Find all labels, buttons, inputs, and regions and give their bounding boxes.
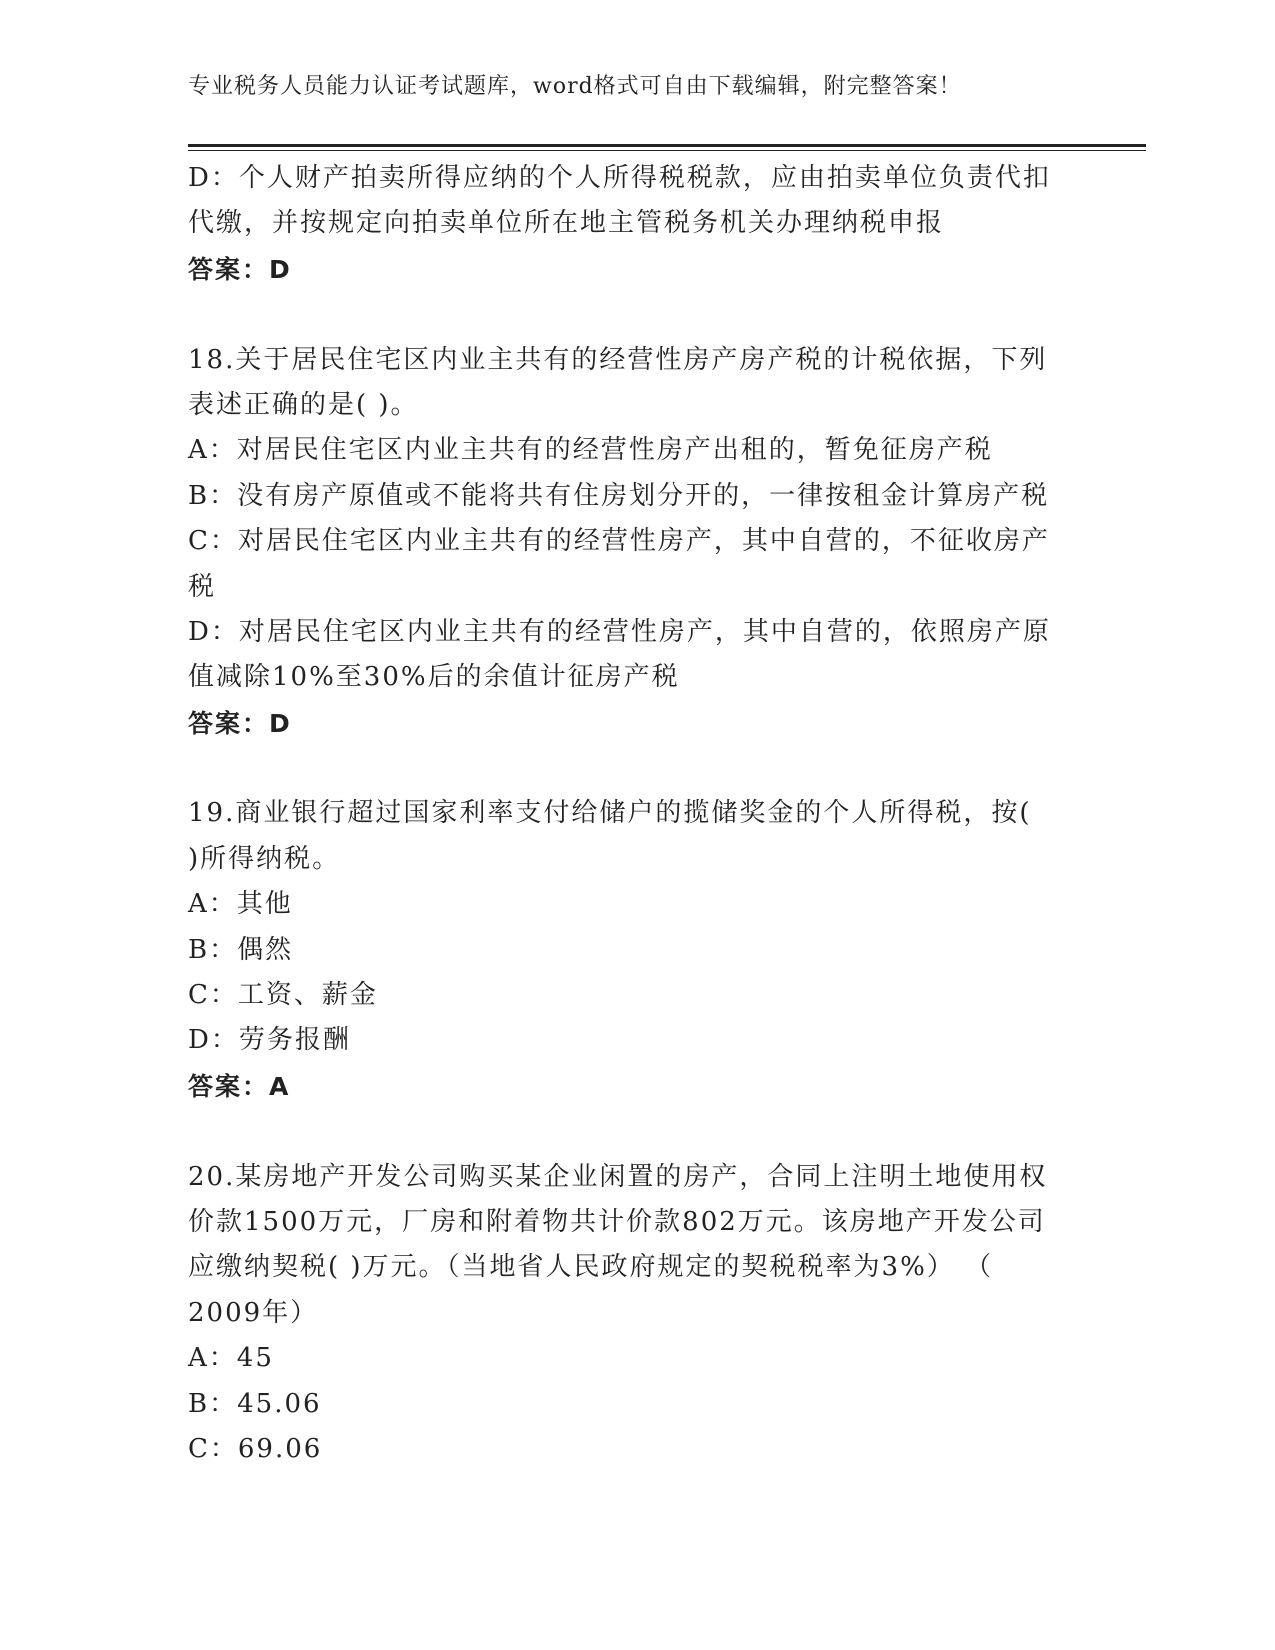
q18-option-c-line2: 税 — [188, 571, 217, 602]
q18-option-b: B：没有房产原值或不能将共有住房划分开的，一律按租金计算房产税 — [188, 480, 1050, 511]
q18-answer: 答案：D — [188, 708, 292, 738]
q19-stem-line2: )所得纳税。 — [188, 843, 341, 874]
spacer — [188, 292, 1068, 337]
spacer — [188, 1109, 1068, 1154]
q19-option-d: D：劳务报酬 — [188, 1025, 351, 1056]
q19-option-b: B：偶然 — [188, 934, 294, 965]
header-rule-thin — [188, 150, 1146, 151]
q17-answer: 答案：D — [188, 254, 292, 284]
q18-option-a: A：对居民住宅区内业主共有的经营性房产出租的，暂免征房产税 — [188, 435, 993, 466]
question-19 — [188, 791, 1068, 1109]
q19-stem-line1: 19.商业银行超过国家利率支付给储户的揽储奖金的个人所得税，按( — [188, 798, 1032, 829]
q17-option-d-line1: D：个人财产拍卖所得应纳的个人所得税税款，应由拍卖单位负责代扣 — [188, 163, 1051, 193]
q20-stem-line4: 2009年） — [188, 1297, 319, 1328]
q18-stem-line1: 18.关于居民住宅区内业主共有的经营性房产房产税的计税依据，下列 — [188, 344, 1048, 375]
q20-stem-line3: 应缴纳契税( )万元。（当地省人民政府规定的契税税率为3%） （ — [188, 1252, 994, 1283]
q19-answer: 答案：A — [188, 1071, 291, 1101]
q17-option-d-line2: 代缴，并按规定向拍卖单位所在地主管税务机关办理纳税申报 — [188, 208, 945, 239]
document-header: 专业税务人员能力认证考试题库，word格式可自由下载编辑，附完整答案！ — [188, 74, 962, 99]
q19-option-a: A：其他 — [188, 889, 293, 920]
spacer — [188, 746, 1068, 791]
question-18 — [188, 338, 1068, 747]
q20-option-b: B：45.06 — [188, 1388, 322, 1419]
document-body — [188, 156, 1068, 1472]
q19-option-c: C：工资、薪金 — [188, 980, 378, 1011]
q18-option-d-line2: 值减除10%至30%后的余值计征房产税 — [188, 662, 680, 693]
q18-option-c-line1: C：对居民住宅区内业主共有的经营性房产，其中自营的，不征收房产 — [188, 526, 1050, 557]
header-rule-thick — [188, 144, 1146, 147]
q20-option-a: A：45 — [188, 1343, 274, 1374]
q18-stem-line2: 表述正确的是( )。 — [188, 389, 419, 420]
q18-option-d-line1: D：对居民住宅区内业主共有的经营性房产，其中自营的，依照房产原 — [188, 616, 1051, 647]
question-17-tail — [188, 156, 1068, 292]
q20-stem-line1: 20.某房地产开发公司购买某企业闲置的房产，合同上注明土地使用权 — [188, 1161, 1048, 1192]
question-20 — [188, 1155, 1068, 1473]
q20-option-c: C：69.06 — [188, 1433, 323, 1464]
q20-stem-line2: 价款1500万元，厂房和附着物共计价款802万元。该房地产开发公司 — [188, 1206, 1046, 1237]
